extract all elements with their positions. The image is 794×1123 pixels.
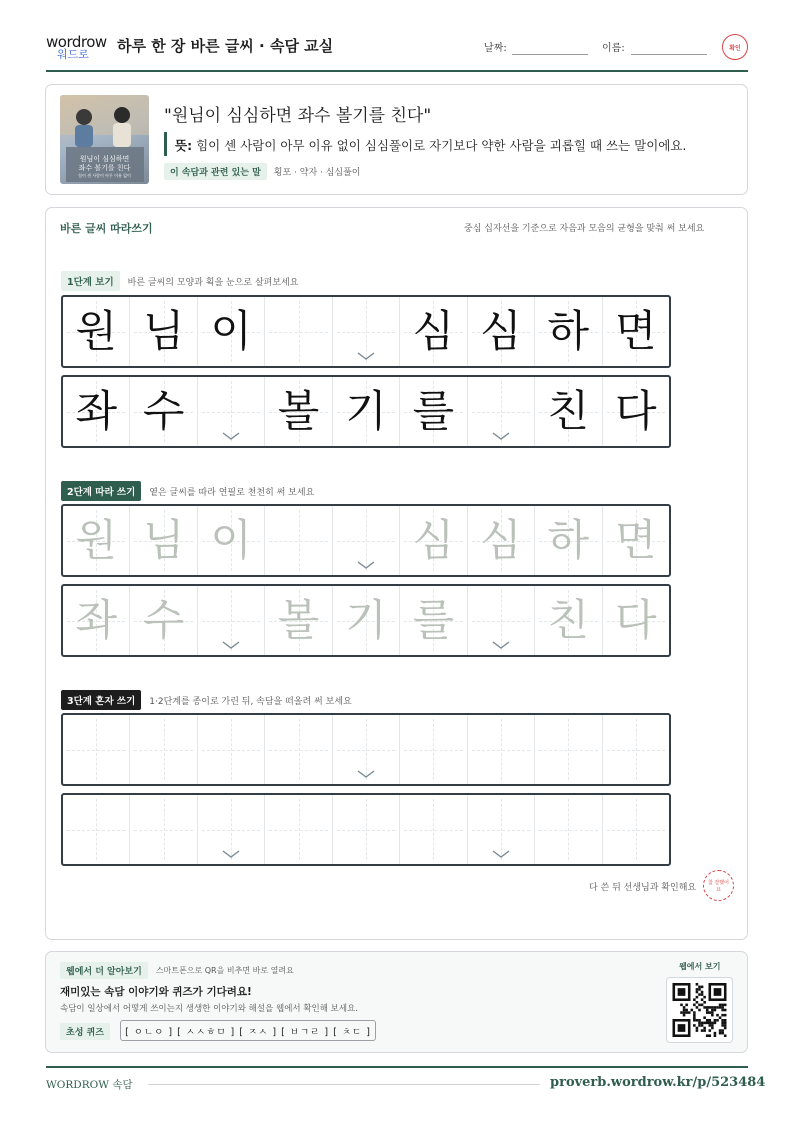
web-header [60,962,294,979]
grid-cell [468,586,535,655]
grid-cell [265,795,332,864]
grid-cell [535,506,602,575]
meaning-bar [164,132,167,156]
step1-hint: 바른 글씨의 모양과 획을 눈으로 살펴보세요 [127,277,299,288]
check-stamp-text: 확인 [729,44,741,52]
grid-char: 볼 [277,596,320,646]
footer-brand: WORDROW 속담 [46,1079,133,1091]
page-title: 하루 한 장 바른 글씨 · 속담 교실 [117,37,334,55]
grid-cell [265,377,332,446]
grid-cell [468,795,535,864]
grid-cell [198,795,265,864]
grid-cell [603,377,669,446]
name-field[interactable] [631,54,707,55]
qr-code[interactable] [666,977,733,1043]
grid-char: 님 [142,516,185,566]
grid-cell [265,586,332,655]
grid-cell [468,506,535,575]
step2-hint: 옅은 글씨를 따라 연필로 천천히 써 보세요 [149,487,315,498]
grid-cell [198,297,265,366]
space-mark-icon [221,640,241,650]
quiz-tag: 초성 퀴즈 [60,1023,110,1040]
grid-char: 를 [412,387,455,437]
grid-cell [535,586,602,655]
footer-rule [46,1066,748,1068]
quiz-box: [ ㅇㄴㅇ ] [ ㅅㅅㅎㅁ ] [ ㅈㅅ ] [ ㅂㄱㄹ ] [ ㅊㄷ ] [120,1020,376,1041]
good-job-text: 참 잘했어요 [708,879,729,893]
grid-cell [265,715,332,784]
grid-char: 면 [614,516,657,566]
grid-char: 기 [345,596,387,646]
meaning-label: 뜻: [175,138,193,153]
header-rule [46,70,748,72]
logo-sub: 워드로 [57,48,89,61]
grid-cell [130,377,197,446]
space-mark-icon [356,560,376,570]
grid-cell [468,715,535,784]
space-mark-icon [356,351,376,361]
step1-header [61,271,298,291]
web-tag: 웹에서 더 알아보기 [60,962,148,979]
step3-line1[interactable] [61,713,671,786]
grid-cell [198,506,265,575]
grid-cell [63,506,130,575]
grid-char: 좌 [75,596,117,646]
date-field[interactable] [512,54,588,55]
practice-hint: 중심 십자선을 기준으로 자음과 모음의 균형을 맞춰 써 보세요 [464,224,705,234]
grid-char: 심 [480,307,522,357]
grid-cell [603,506,669,575]
step3-line2[interactable] [61,793,671,866]
practice-title: 바른 글씨 따라쓰기 [60,222,153,235]
grid-cell [603,586,669,655]
grid-cell [400,715,467,784]
grid-cell [130,297,197,366]
step3-header [61,690,352,710]
step1-line2 [61,375,671,448]
grid-char: 심 [412,307,455,357]
name-label: 이름: [602,43,625,54]
grid-cell [198,586,265,655]
space-mark-icon [221,431,241,441]
grid-cell [63,297,130,366]
date-label: 날짜: [484,43,507,54]
grid-cell [333,297,400,366]
grid-cell [468,297,535,366]
logo-word: wordrow [46,33,107,51]
grid-cell [535,297,602,366]
grid-cell [468,377,535,446]
grid-char: 하 [547,307,590,357]
grid-char: 친 [547,596,590,646]
grid-cell [535,715,602,784]
grid-char: 수 [142,596,185,646]
grid-cell [333,586,400,655]
proverb-illustration [60,95,149,184]
grid-char: 이 [210,516,252,566]
grid-cell [603,795,669,864]
grid-char: 님 [142,307,185,357]
grid-char: 원 [75,516,117,566]
footer-divider [148,1084,540,1085]
grid-char: 이 [210,307,252,357]
grid-char: 심 [480,516,522,566]
grid-cell [400,377,467,446]
grid-cell [603,715,669,784]
grid-cell [333,506,400,575]
grid-cell [400,586,467,655]
grid-char: 볼 [277,387,320,437]
more-headline: 재미있는 속담 이야기와 퀴즈가 기다려요! [60,986,252,998]
web-hint: 스마트폰으로 QR을 비추면 바로 열려요 [155,966,294,975]
grid-cell [130,715,197,784]
grid-char: 심 [412,516,455,566]
grid-char: 다 [614,387,657,437]
grid-cell [535,377,602,446]
footer-url[interactable]: proverb.wordrow.kr/p/523484 [550,1075,766,1090]
related-words [164,163,361,180]
grid-char: 좌 [75,387,117,437]
step3-tag: 3단계 혼자 쓰기 [61,690,141,710]
good-job-stamp [703,870,734,901]
done-text: 다 쓴 뒤 선생님과 확인해요 [589,883,697,893]
grid-cell [130,586,197,655]
related-tag: 이 속담과 관련 있는 말 [164,163,267,180]
grid-char: 를 [412,596,455,646]
thumb-caption-3: 힘이 센 사람이 아무 이유 없이 [78,173,131,178]
related-list: 횡포 · 약자 · 심심풀이 [273,168,361,178]
step2-line1[interactable] [61,504,671,577]
space-mark-icon [491,849,511,859]
step2-line2[interactable] [61,584,671,657]
thumb-caption-2: 좌수 볼기를 친다 [78,164,131,172]
qr-label: 웹에서 보기 [679,962,721,971]
grid-cell [333,715,400,784]
grid-char: 원 [75,307,117,357]
grid-cell [198,715,265,784]
proverb-meaning [175,136,686,154]
step1-tag: 1단계 보기 [61,271,120,291]
grid-cell [333,377,400,446]
meaning-text: 힘이 센 사람이 아무 이유 없이 심심풀이로 자기보다 약한 사람을 괴롭힐 때 쓰는 말이에요. [196,138,687,153]
qr-code-icon [667,978,732,1042]
grid-cell [198,377,265,446]
space-mark-icon [221,849,241,859]
grid-char: 수 [142,387,185,437]
check-stamp [722,34,748,60]
step2-tag: 2단계 따라 쓰기 [61,481,141,501]
proverb-title: "원님이 심심하면 좌수 볼기를 친다" [164,106,432,126]
grid-cell [265,506,332,575]
grid-cell [63,715,130,784]
grid-cell [535,795,602,864]
grid-cell [63,586,130,655]
grid-cell [130,795,197,864]
thumb-caption-1: 원님이 심심하면 [79,155,130,163]
grid-char: 다 [614,596,657,646]
grid-cell [400,506,467,575]
grid-cell [265,297,332,366]
grid-cell [400,297,467,366]
wordrow-logo [46,33,108,63]
grid-char: 기 [345,387,387,437]
step2-header [61,481,314,501]
step3-hint: 1·2단계를 종이로 가린 뒤, 속담을 떠올려 써 보세요 [149,696,352,707]
step1-line1 [61,295,671,368]
more-desc: 속담이 일상에서 어떻게 쓰이는지 생생한 이야기와 해설을 웹에서 확인해 보세요. [60,1004,358,1014]
grid-char: 하 [547,516,590,566]
grid-char: 친 [547,387,590,437]
grid-cell [63,795,130,864]
space-mark-icon [491,431,511,441]
grid-cell [603,297,669,366]
space-mark-icon [491,640,511,650]
grid-cell [63,377,130,446]
grid-cell [130,506,197,575]
space-mark-icon [356,769,376,779]
grid-cell [400,795,467,864]
grid-cell [333,795,400,864]
grid-char: 면 [614,307,657,357]
